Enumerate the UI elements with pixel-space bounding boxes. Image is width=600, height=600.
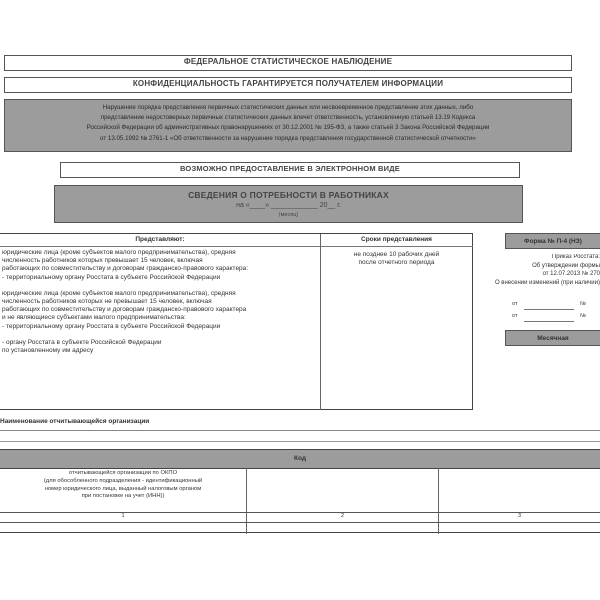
submitters-table xyxy=(0,233,473,410)
from-input-line-2 xyxy=(524,321,574,322)
legal-notice-line-1: Нарушение порядка представления первичных статистических данных или несвоевременное представление этих данных, либо xyxy=(102,104,474,111)
number-label-2: № xyxy=(580,313,586,319)
electronic-notice: ВОЗМОЖНО ПРЕДОСТАВЛЕНИЕ В ЭЛЕКТРОННОМ ВИДЕ xyxy=(179,164,401,173)
approval-line-1: Приказ Росстата: xyxy=(551,254,600,260)
submitters-line-3: работающих по совместительству и договорам гражданско-правового характера: xyxy=(2,265,249,273)
submitters-col2-body xyxy=(321,251,472,267)
okpo-code-cell[interactable] xyxy=(0,523,246,533)
number-label-1: № xyxy=(580,301,586,307)
code-cell-3[interactable] xyxy=(439,523,600,533)
approval-block xyxy=(486,253,600,287)
legal-notice-line-2: представление недостоверных первичных статистических данных влечет ответственность, установленную статьей 13.19 Кодекса xyxy=(100,114,476,122)
code-table-header xyxy=(0,450,600,468)
submitters-line-10: - территориальному органу Росстата в субъекте Российской Федерации xyxy=(2,322,221,330)
from-input-line xyxy=(524,309,574,310)
col-number-3: 3 xyxy=(517,513,522,519)
approval-line-2: Об утверждении формы xyxy=(532,262,600,269)
code-cell-2[interactable] xyxy=(247,523,438,533)
legal-notice-line-4: от 13.05.1992 № 2761-1 «Об ответственности за нарушение порядка представления государственной статистической отчетности» xyxy=(100,134,476,142)
from-label-2: от xyxy=(512,313,518,319)
submitters-col2-header: Сроки представления xyxy=(361,236,432,243)
submitters-line-2: численность работников которых превышает 15 человек, включая xyxy=(2,257,203,265)
header-title: ФЕДЕРАЛЬНОЕ СТАТИСТИЧЕСКОЕ НАБЛЮДЕНИЕ xyxy=(183,57,393,66)
org-name-label: Наименование отчитывающейся организации xyxy=(0,418,150,425)
okpo-label xyxy=(2,470,244,501)
submitters-line-1: юридические лица (кроме субъектов малого предпринимательства), средняя xyxy=(2,249,236,256)
submitters-spacer-2 xyxy=(2,331,318,339)
submission-deadline-line-1: не позднее 10 рабочих дней xyxy=(353,251,440,258)
submitters-line-12: - органу Росстата в субъекте Российской Федерации xyxy=(2,338,162,346)
submitters-line-7: численность работников которых не превышает 15 человек, включая xyxy=(2,298,212,306)
electronic-notice-box xyxy=(60,162,520,178)
submitters-spacer-1 xyxy=(2,282,318,290)
submission-deadline-line-2: после отчетного периода xyxy=(358,259,435,267)
report-month-caption: (месяц) xyxy=(278,212,299,218)
from-label: от xyxy=(512,301,518,307)
legal-notice-line-3: Российской Федерации об административных правонарушениях от 30.12.2001 № 195-ФЗ, а также статьей 3 Закона Российской Федерации xyxy=(86,124,490,132)
header-title-box xyxy=(4,55,572,71)
report-title: СВЕДЕНИЯ О ПОТРЕБНОСТИ В РАБОТНИКАХ xyxy=(188,190,389,200)
submitters-line-13: по установленному им адресу xyxy=(2,347,94,355)
period-box xyxy=(505,330,600,346)
period-label: Месячная xyxy=(537,335,569,342)
submitters-col1-body xyxy=(2,249,318,355)
legal-notice xyxy=(4,99,572,152)
org-name-line-2 xyxy=(0,441,600,442)
code-table-header-label: Код xyxy=(294,455,306,462)
submitters-line-9: и не являющиеся субъектами малого предпринимательства: xyxy=(2,314,186,322)
col-number-2: 2 xyxy=(340,513,345,519)
confidential-box xyxy=(4,77,572,93)
org-name-line xyxy=(0,430,600,431)
approval-line-4: О внесении изменений (при наличии) xyxy=(494,279,600,286)
okpo-label-line-4: при постановке на учет (ИНН)) xyxy=(81,493,165,500)
code-table xyxy=(0,449,600,533)
report-title-box xyxy=(54,185,523,223)
submitters-line-4: - территориальному органу Росстата в субъекте Российской Федерации xyxy=(2,273,221,281)
okpo-label-line-1: отчитывающейся организации по ОКПО xyxy=(68,470,178,476)
form-number: Форма № П-4 (НЗ) xyxy=(524,238,582,245)
confidential-text: КОНФИДЕНЦИАЛЬНОСТЬ ГАРАНТИРУЕТСЯ ПОЛУЧАТЕЛЕМ ИНФОРМАЦИИ xyxy=(132,79,444,88)
okpo-label-line-3: номер юридического лица, выданный налоговым органом xyxy=(44,485,202,492)
code-table-header-divider xyxy=(0,468,600,469)
form-number-box xyxy=(505,233,600,249)
col-number-1: 1 xyxy=(121,513,125,519)
report-date: на «____» ____________ 20__ г. xyxy=(236,202,341,209)
submitters-header-divider xyxy=(0,246,473,247)
approval-line-3: от 12.07.2013 № 270 xyxy=(542,271,600,278)
okpo-label-line-2: (для обособленного подразделения - идентификационный xyxy=(43,477,203,484)
submitters-line-8: работающих по совместительству и договорам гражданско-правового характера xyxy=(2,306,247,314)
submitters-col1-header: Представляют: xyxy=(135,236,185,243)
submitters-line-6: юридические лица (кроме субъектов малого предпринимательства), средняя xyxy=(2,289,236,297)
